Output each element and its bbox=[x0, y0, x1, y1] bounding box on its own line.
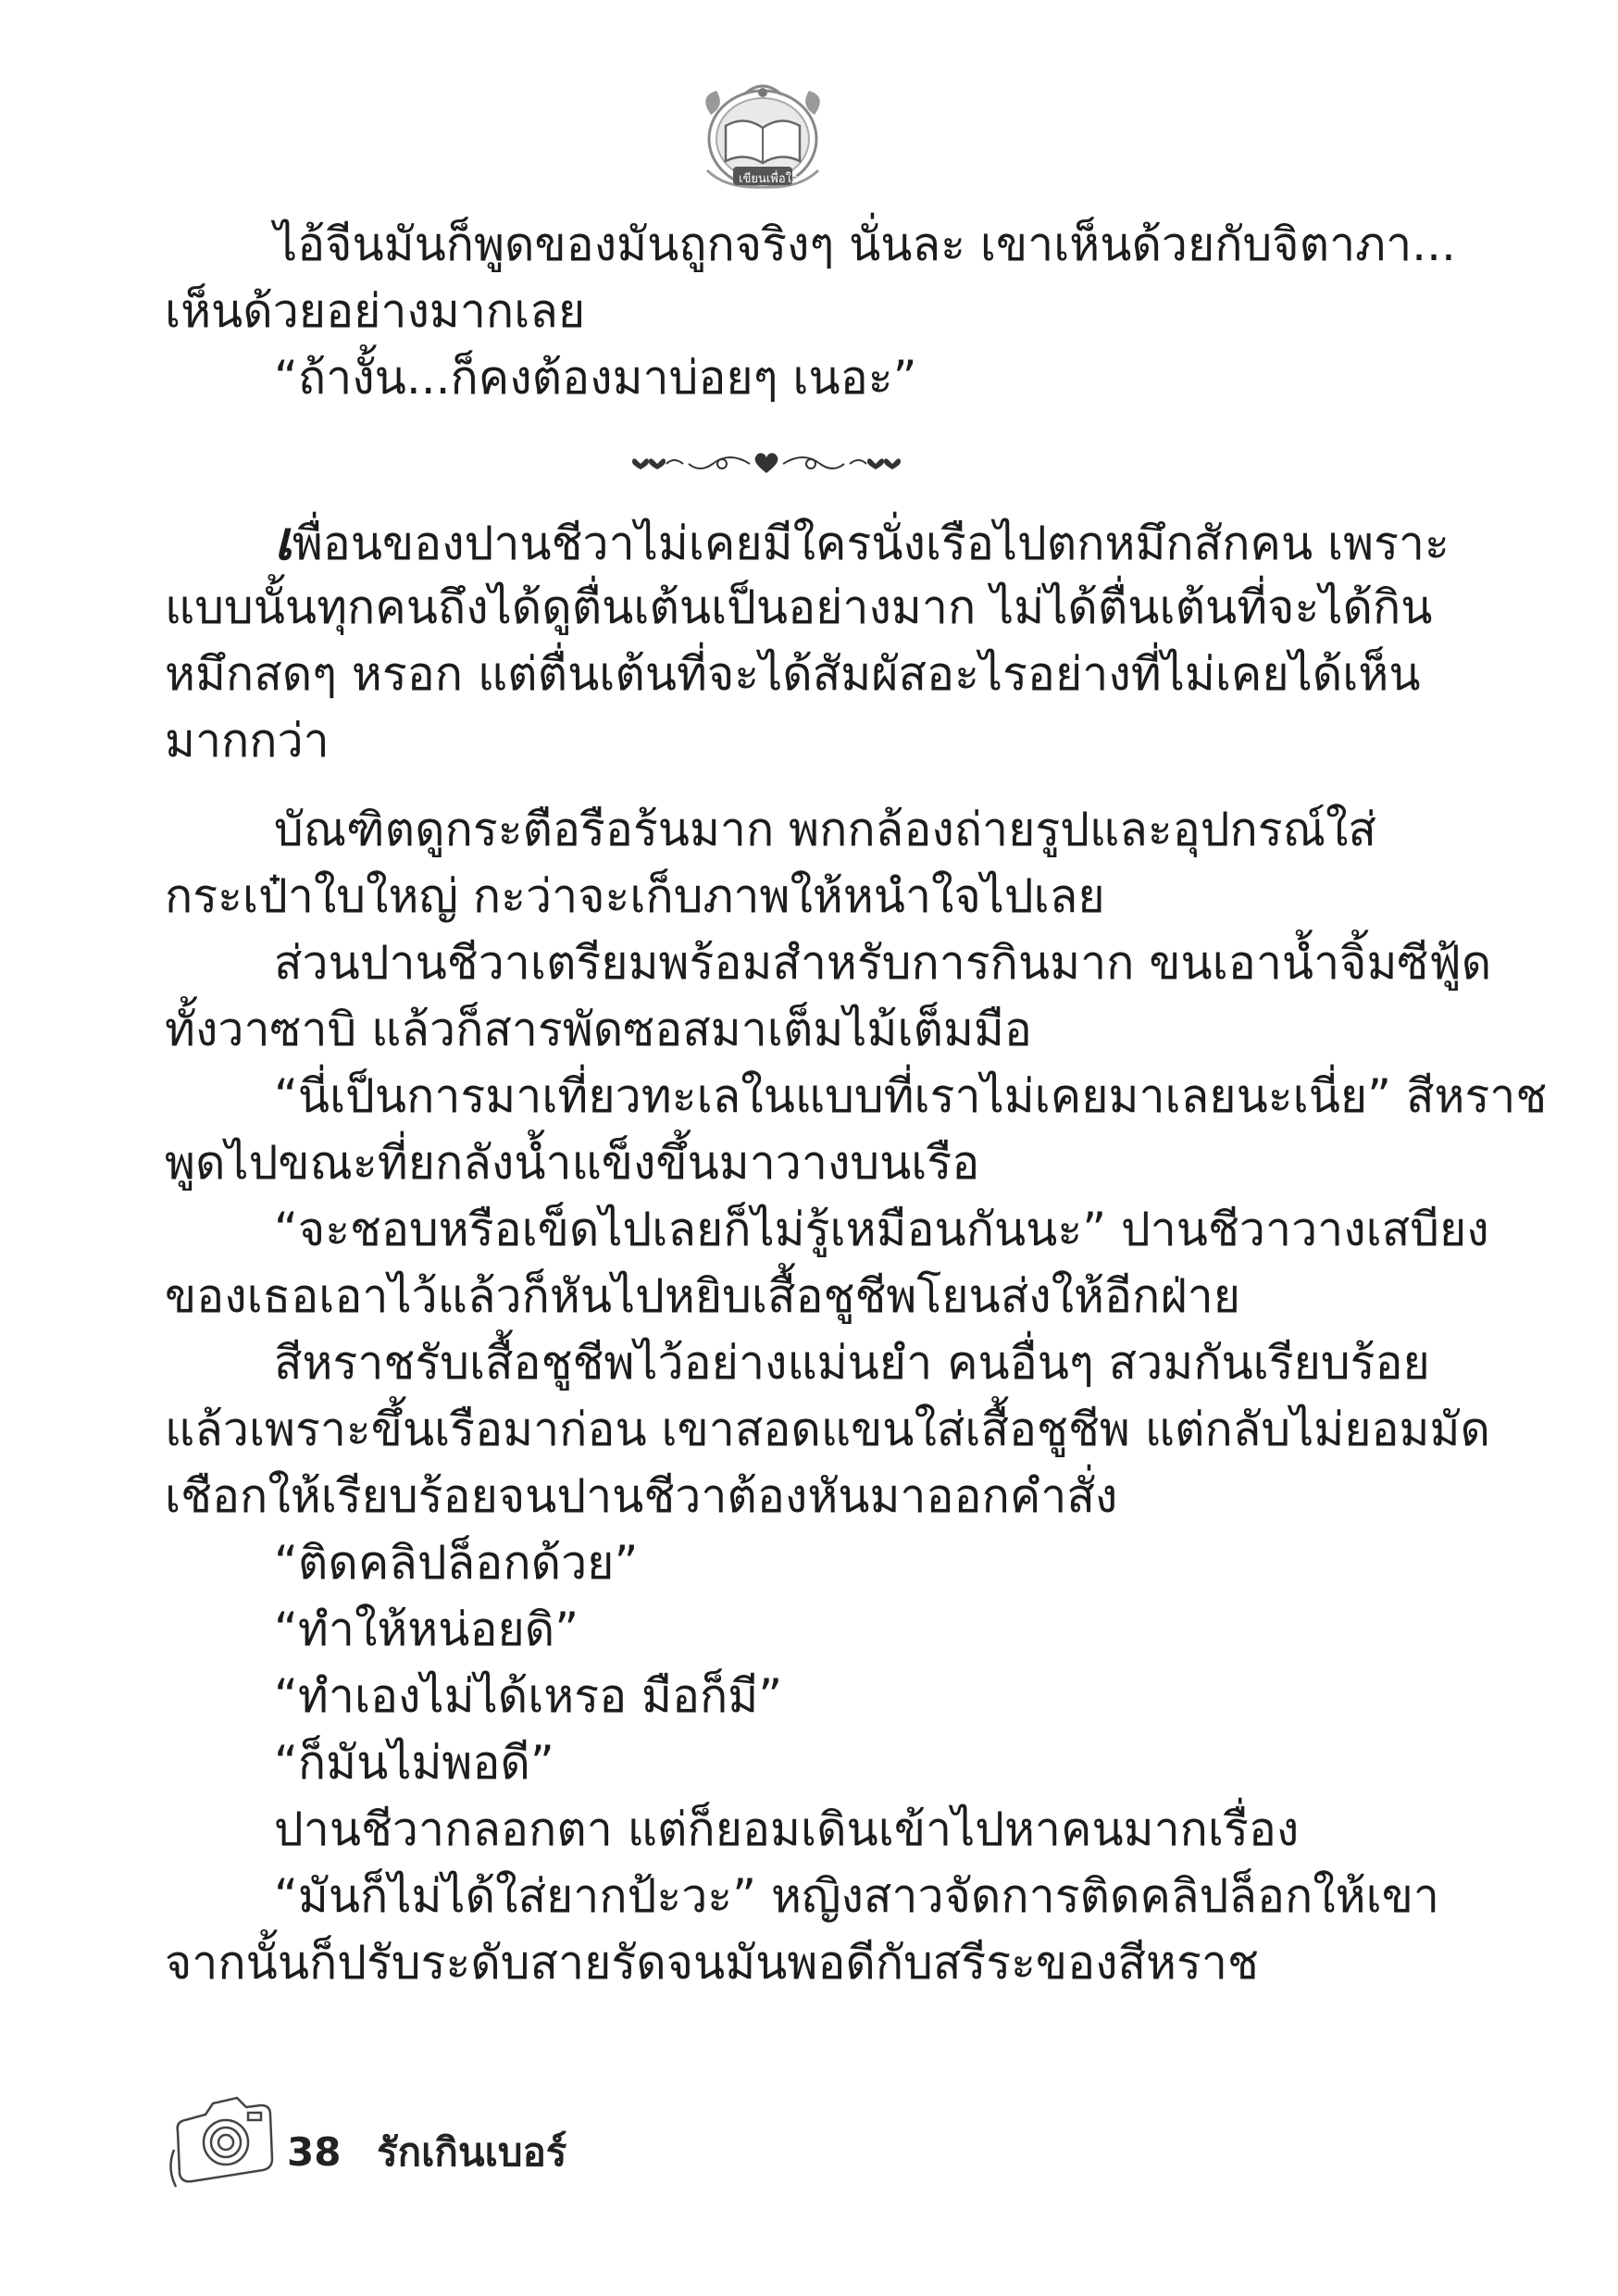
text-line: “มันก็ไม่ได้ใส่ยากป้ะวะ” หญิงสาวจัดการติดคลิปล็อกให้เขา bbox=[274, 1869, 1439, 1923]
logo-text: เขียนเพื่อใจ bbox=[739, 172, 799, 186]
page-footer bbox=[165, 2094, 998, 2196]
text-line: หมึกสดๆ หรอก แต่ตื่นเต้นที่จะได้สัมผัสอะไรอย่างที่ไม่เคยได้เห็น bbox=[165, 647, 1421, 701]
text-line: แบบนั้นทุกคนถึงได้ดูตื่นเต้นเป็นอย่างมาก ไม่ได้ตื่นเต้นที่จะได้กิน bbox=[165, 580, 1433, 634]
text-line: กระเป๋าใบใหญ่ กะว่าจะเก็บภาพให้หนำใจไปเลย bbox=[165, 869, 1105, 923]
text-line: “จะชอบหรือเข็ดไปเลยก็ไม่รู้เหมือนกันนะ” ปานชีวาวางเสบียง bbox=[274, 1203, 1489, 1256]
text-line: “ก็มันไม่พอดี” bbox=[274, 1736, 554, 1790]
page-number: 38 bbox=[287, 2129, 342, 2175]
text-line: สีหราชรับเสื้อชูชีพไว้อย่างแม่นยำ คนอื่นๆ สวมกันเรียบร้อย bbox=[274, 1336, 1430, 1390]
section-separator bbox=[165, 433, 1368, 485]
camera-icon bbox=[165, 2094, 276, 2196]
text-line: “ถ้างั้น...ก็คงต้องมาบ่อยๆ เนอะ” bbox=[274, 351, 917, 405]
text-line: ทั้งวาซาบิ แล้วก็สารพัดซอสมาเต็มไม้เต็มมือ bbox=[165, 1003, 1032, 1056]
header-logo bbox=[689, 78, 837, 198]
text-line: จากนั้นก็ปรับระดับสายรัดจนมันพอดีกับสรีระของสีหราช bbox=[165, 1936, 1259, 1990]
folio bbox=[287, 2122, 566, 2183]
text-line: “ทำให้หน่อยดิ” bbox=[274, 1603, 579, 1656]
text-line: ไอ้จีนมันก็พูดของมันถูกจริงๆ นั่นละ เขาเห็นด้วยกับจิตาภา... bbox=[274, 218, 1456, 271]
text-line: แล้วเพราะขึ้นเรือมาก่อน เขาสอดแขนใส่เสื้อชูชีพ แต่กลับไม่ยอมมัด bbox=[165, 1403, 1490, 1456]
drop-cap: เ bbox=[274, 509, 292, 572]
book-title: รักเกินเบอร์ bbox=[377, 2129, 567, 2175]
text-line: “นี่เป็นการมาเที่ยวทะเลในแบบที่เราไม่เคยมาเลยนะเนี่ย” สีหราช bbox=[274, 1069, 1548, 1123]
text-line: “ทำเองไม่ได้เหรอ มือก็มี” bbox=[274, 1669, 783, 1723]
body-text bbox=[165, 211, 1548, 1996]
text-line: ส่วนปานชีวาเตรียมพร้อมสำหรับการกินมาก ขนเอาน้ำจิ้มซีฟู้ด bbox=[274, 936, 1492, 990]
text-line: ปานชีวากลอกตา แต่ก็ยอมเดินเข้าไปหาคนมากเรื่อง bbox=[274, 1803, 1300, 1856]
text-line: เชือกให้เรียบร้อยจนปานชีวาต้องหันมาออกคำสั่ง bbox=[165, 1469, 1118, 1523]
text-line: “ติดคลิปล็อกด้วย” bbox=[274, 1536, 639, 1590]
text-line: พูดไปขณะที่ยกลังน้ำแข็งขึ้นมาวางบนเรือ bbox=[165, 1136, 980, 1190]
text-line: ของเธอเอาไว้แล้วก็หันไปหยิบเสื้อชูชีพโยนส่งให้อีกฝ่าย bbox=[165, 1269, 1240, 1323]
text-line: เห็นด้วยอย่างมากเลย bbox=[165, 284, 586, 338]
text-line: บัณฑิตดูกระตือรือร้นมาก พกกล้องถ่ายรูปและอุปกรณ์ใส่ bbox=[274, 803, 1376, 856]
text-line: เพื่อนของปานชีวาไม่เคยมีใครนั่งเรือไปตกหมึกสักคน เพราะ bbox=[274, 509, 1450, 572]
heart-flourish-divider-icon bbox=[628, 445, 905, 482]
text-line: มากกว่า bbox=[165, 714, 330, 767]
